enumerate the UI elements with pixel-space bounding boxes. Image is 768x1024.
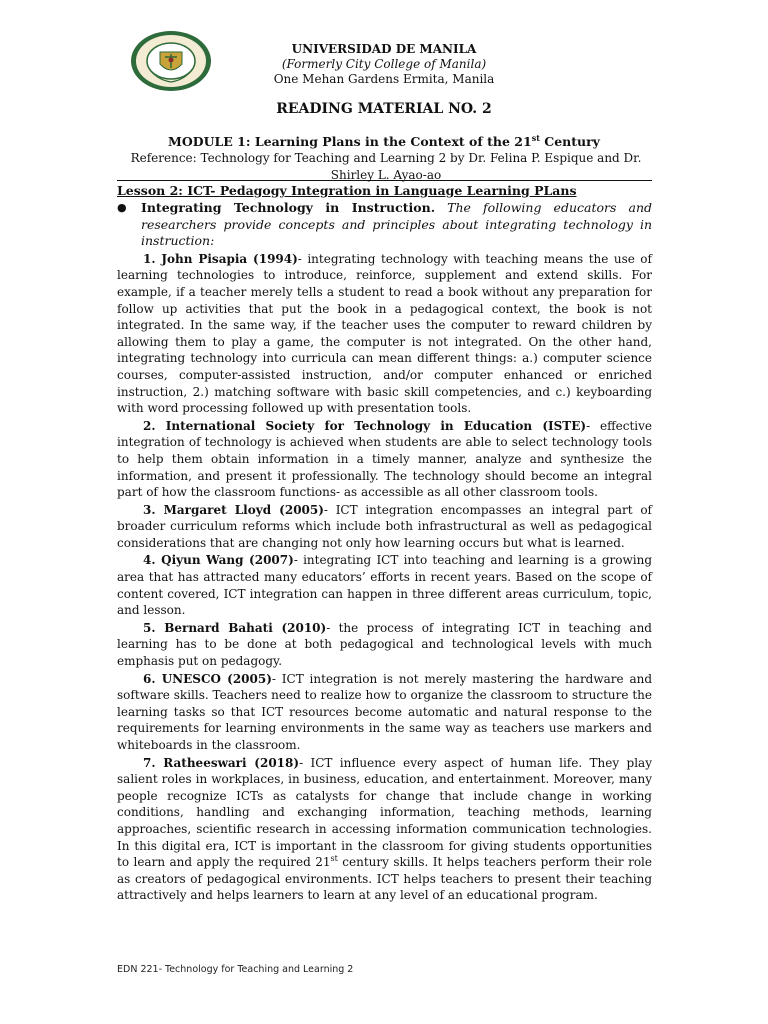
page-footer: EDN 221- Technology for Teaching and Learning 2 [117, 964, 354, 975]
item-label: 1. John Pisapia (1994) [143, 251, 298, 266]
intro-text: The following educators and researchers provide concepts and principles about integrating technology in instruction: [141, 200, 652, 249]
item-text: - ICT integration is not merely mastering the hardware and software skills. Teachers need to realize how to organize the classroom to structure the learning tasks so that ICT resources become automatic and natural response to the requirements for learning environments in the same way as teachers use markers and whiteboards in the classroom. [117, 671, 653, 752]
item-superscript: st [330, 854, 338, 864]
item-label: 5. Bernard Bahati (2010) [143, 620, 327, 635]
university-name: UNIVERSIDAD DE MANILA [291, 42, 477, 56]
list-item [117, 620, 652, 670]
bullet-icon: ● [117, 201, 127, 214]
module-title-superscript: st [531, 132, 540, 143]
intro-heading: Integrating Technology in Instruction. [141, 200, 436, 215]
module-title-suffix: Century [539, 134, 600, 149]
module-title-prefix: MODULE 1: Learning Plans in the Context of the 21 [168, 134, 532, 149]
module-reference: Reference: Technology for Teaching and Learning 2 by Dr. Felina P. Espique and Dr. Shirley L. Ayao-ao [130, 151, 642, 182]
list-item [117, 251, 652, 417]
item-text: - the process of integrating ICT in teaching and learning has to be done at both pedagogical and technological levels with much emphasis put on pedagogy. [117, 620, 652, 669]
list-item [117, 755, 652, 904]
item-text: - integrating technology with teaching means the use of learning technologies to introduce, reinforce, supplement and extend skills. For example, if a teacher merely tells a student to read a book without any preparation for follow up activities that put the book in a pedagogical context, the book is not integrated. In the same way, if the teacher uses the computer to reward children by allowing them to play a game, the computer is not integrated. On the other hand, integrating technology into curricula can mean different things: a.) computer science courses, computer-assisted instruction, and/or computer enhanced or enriched instruction, 2.) matching software with basic skill competencies, and c.) keyboarding with word processing followed up with presentation tools. [117, 251, 652, 416]
item-label: 7. Ratheeswari (2018) [143, 755, 300, 770]
document-header [200, 42, 568, 87]
reading-content [117, 200, 652, 904]
list-item [117, 502, 652, 552]
item-text: - effective integration of technology is achieved when students are able to select technology tools to help them obtain information in a timely manner, analyze and synthesize the information, and present it professionally. The technology should become an integral part of how the classroom functions- as accessible as all other classroom tools. [117, 418, 653, 500]
reading-material-title: READING MATERIAL NO. 2 [276, 101, 492, 117]
item-label: 6. UNESCO (2005) [143, 671, 272, 686]
list-item [117, 671, 652, 754]
list-item [117, 418, 652, 501]
item-text: - ICT influence every aspect of human life. They play salient roles in workplaces, in business, education, and entertainment. Moreover, many people recognize ICTs as catalysts for change that include change in working conditions, handling and exchanging information, teaching methods, learning approaches, scientific research in accessing information communication technologies. In this digital era, ICT is important in the classroom for giving students opportunities to learn and apply the required 21 [117, 755, 652, 870]
lesson-title: Lesson 2: ICT- Pedagogy Integration in Language Learning PLans [117, 180, 652, 201]
item-label: 3. Margaret Lloyd (2005) [143, 502, 324, 517]
intro-paragraph [141, 200, 652, 250]
university-address: One Mehan Gardens Ermita, Manila [273, 72, 495, 86]
item-text: - integrating ICT into teaching and learning is a growing area that has attracted many educators’ efforts in recent years. Based on the scope of content covered, ICT integration can happen in three different areas curriculum, topic, and lesson. [117, 553, 653, 618]
list-item [117, 552, 652, 618]
item-text: - ICT integration encompasses an integral part of broader curriculum reforms which include both infrastructural as well as pedagogical considerations that are changing not only how learning occurs but what is learned. [117, 502, 652, 550]
module-title [0, 134, 768, 149]
item-text-continued: century skills. It helps teachers perform their role as creators of pedagogical environments. ICT helps teachers to present their teaching attractively and helps learners to learn at any level of an educational program. [117, 855, 653, 903]
former-name: (Formerly City College of Manila) [281, 57, 487, 71]
item-label: 4. Qiyun Wang (2007) [143, 553, 294, 568]
item-label: 2. International Society for Technology in Education (ISTE) [143, 418, 587, 433]
intro-bullet [117, 200, 652, 250]
